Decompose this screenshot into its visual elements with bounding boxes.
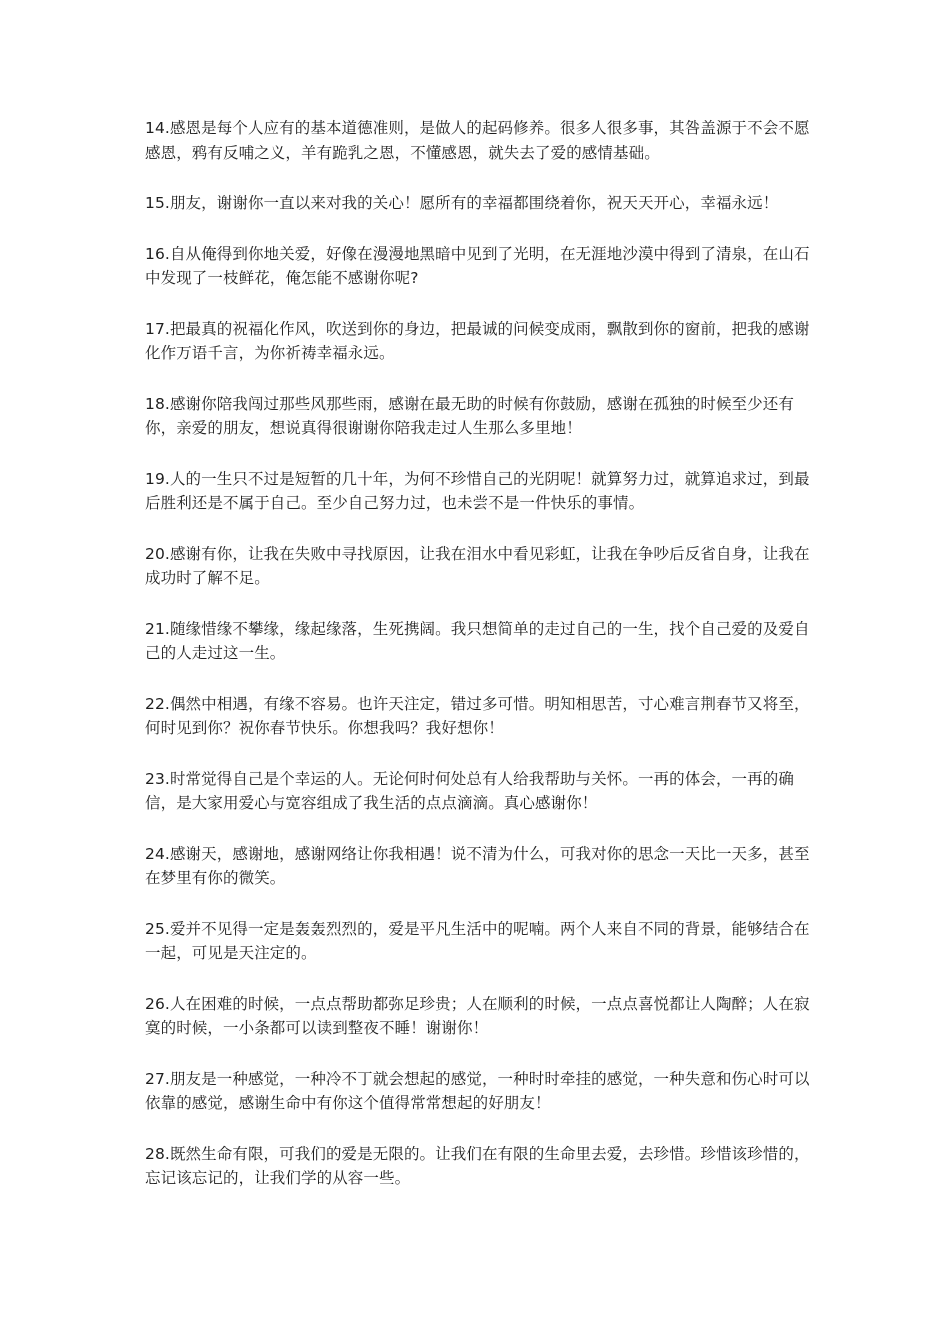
paragraph-16: 16.自从俺得到你地关爱，好像在漫漫地黑暗中见到了光明，在无涯地沙漠中得到了清泉，在山石中发现了一枝鲜花，俺怎能不感谢你呢? <box>145 244 810 287</box>
paragraph-20: 20.感谢有你，让我在失败中寻找原因，让我在泪水中看见彩虹，让我在争吵后反省自身，让我在成功时了解不足。 <box>145 544 810 587</box>
paragraph-24: 24.感谢天，感谢地，感谢网络让你我相遇！说不清为什么，可我对你的思念一天比一天多，甚至在梦里有你的微笑。 <box>145 844 810 887</box>
paragraph-25: 25.爱并不见得一定是轰轰烈烈的，爱是平凡生活中的呢喃。两个人来自不同的背景，能够结合在一起，可见是天注定的。 <box>145 919 810 962</box>
paragraph-19: 19.人的一生只不过是短暂的几十年，为何不珍惜自己的光阴呢！就算努力过，就算追求过，到最后胜利还是不属于自己。至少自己努力过，也未尝不是一件快乐的事情。 <box>145 469 810 512</box>
paragraph-14: 14.感恩是每个人应有的基本道德准则，是做人的起码修养。很多人很多事，其咎盖源于不会不愿感恩，鸦有反哺之义，羊有跪乳之恩，不懂感恩，就失去了爱的感情基础。 <box>145 119 810 162</box>
paragraph-26: 26.人在困难的时候，一点点帮助都弥足珍贵；人在顺利的时候，一点点喜悦都让人陶醉；人在寂寞的时候，一小条都可以读到整夜不睡！谢谢你！ <box>145 994 810 1037</box>
paragraph-27: 27.朋友是一种感觉，一种冷不丁就会想起的感觉，一种时时牵挂的感觉，一种失意和伤心时可以依靠的感觉，感谢生命中有你这个值得常常想起的好朋友！ <box>145 1069 810 1112</box>
paragraph-17: 17.把最真的祝福化作风，吹送到你的身边，把最诚的问候变成雨，飘散到你的窗前，把我的感谢化作万语千言，为你祈祷幸福永远。 <box>145 319 810 362</box>
paragraph-22: 22.偶然中相遇，有缘不容易。也许天注定，错过多可惜。明知相思苦，寸心难言荆春节又将至，何时见到你？祝你春节快乐。你想我吗？我好想你！ <box>145 694 810 737</box>
paragraph-18: 18.感谢你陪我闯过那些风那些雨，感谢在最无助的时候有你鼓励，感谢在孤独的时候至少还有你，亲爱的朋友，想说真得很谢谢你陪我走过人生那么多里地！ <box>145 394 794 437</box>
paragraph-28: 28.既然生命有限，可我们的爱是无限的。让我们在有限的生命里去爱，去珍惜。珍惜该珍惜的，忘记该忘记的，让我们学的从容一些。 <box>145 1144 810 1187</box>
paragraph-23: 23.时常觉得自己是个幸运的人。无论何时何处总有人给我帮助与关怀。一再的体会，一再的确信，是大家用爱心与宽容组成了我生活的点点滴滴。真心感谢你！ <box>145 769 794 812</box>
paragraph-21: 21.随缘惜缘不攀缘，缘起缘落，生死携阔。我只想简单的走过自己的一生，找个自己爱的及爱自己的人走过这一生。 <box>145 619 810 662</box>
paragraph-15: 15.朋友，谢谢你一直以来对我的关心！愿所有的幸福都围绕着你，祝天天开心，幸福永远！ <box>145 194 779 212</box>
document-body <box>145 116 815 1217</box>
